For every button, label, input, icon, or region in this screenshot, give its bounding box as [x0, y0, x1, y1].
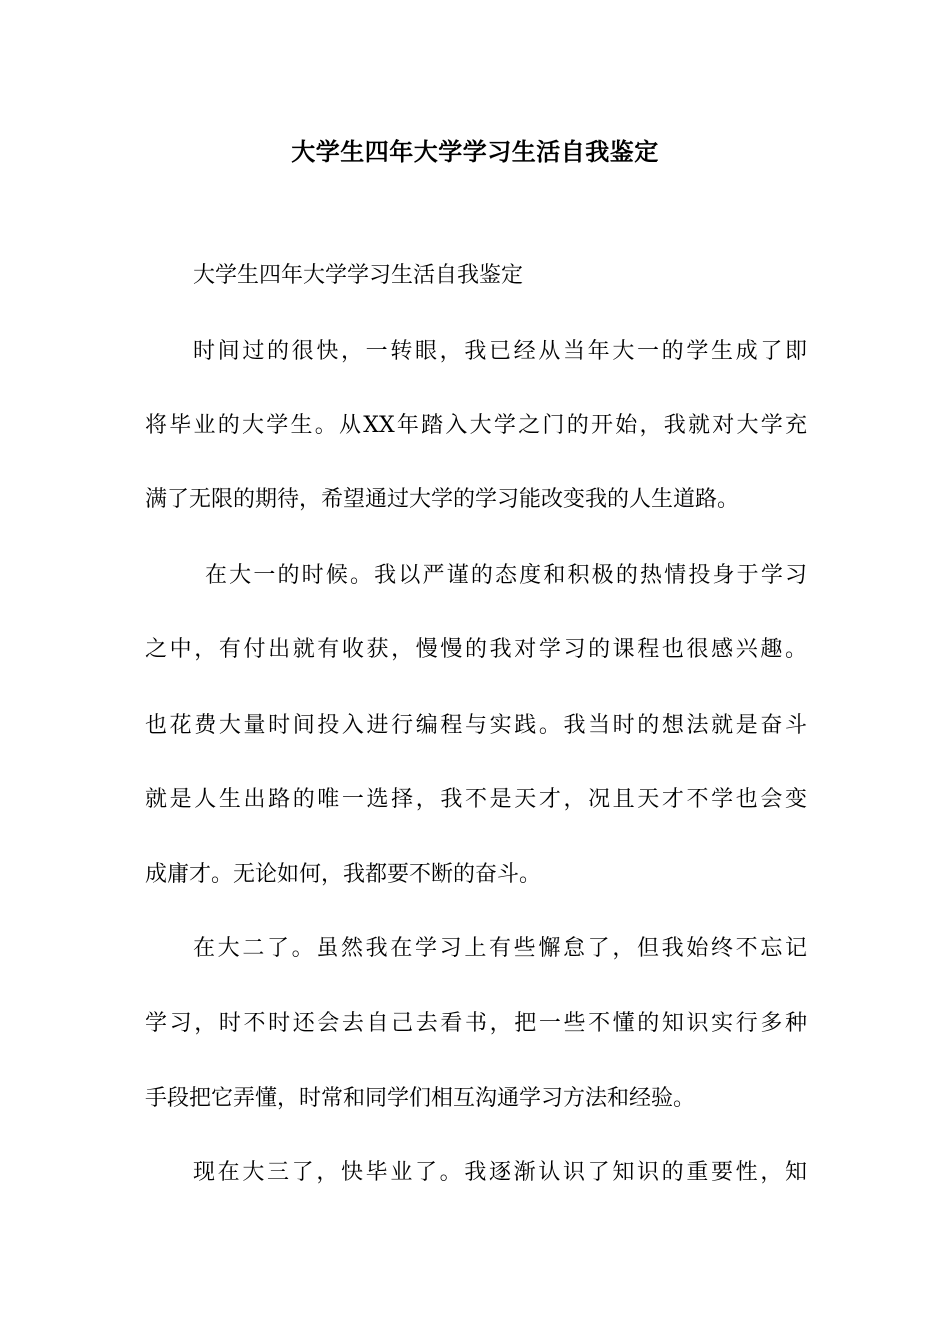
paragraph-line: 也花费大量时间投入进行编程与实践。我当时的想法就是奋斗 — [145, 713, 807, 738]
paragraph-line: 满了无限的期待，希望通过大学的学习能改变我的人生道路。 — [145, 487, 740, 512]
paragraph-line: 学习，时不时还会去自己去看书，把一些不懂的知识实行多种 — [145, 1011, 807, 1036]
paragraph-line: 现在大三了，快毕业了。我逐渐认识了知识的重要性，知 — [193, 1160, 807, 1185]
paragraph-line: 之中，有付出就有收获，慢慢的我对学习的课程也很感兴趣。 — [145, 637, 807, 662]
paragraph-line: 在大一的时候。我以严谨的态度和积极的热情投身于学习 — [205, 563, 807, 588]
paragraph-line: 成庸才。无论如何，我都要不断的奋斗。 — [145, 862, 542, 887]
paragraph-line: 时间过的很快，一转眼，我已经从当年大一的学生成了即 — [193, 339, 807, 364]
paragraph-line: 将毕业的大学生。从XX年踏入大学之门的开始，我就对大学充 — [145, 413, 807, 438]
document-subtitle: 大学生四年大学学习生活自我鉴定 — [193, 263, 524, 288]
document-title: 大学生四年大学学习生活自我鉴定 — [291, 137, 659, 166]
paragraph-line: 手段把它弄懂，时常和同学们相互沟通学习方法和经验。 — [145, 1086, 696, 1111]
paragraph-line: 就是人生出路的唯一选择，我不是天才，况且天才不学也会变 — [145, 787, 807, 812]
paragraph-line: 在大二了。虽然我在学习上有些懈怠了，但我始终不忘记 — [193, 936, 807, 961]
